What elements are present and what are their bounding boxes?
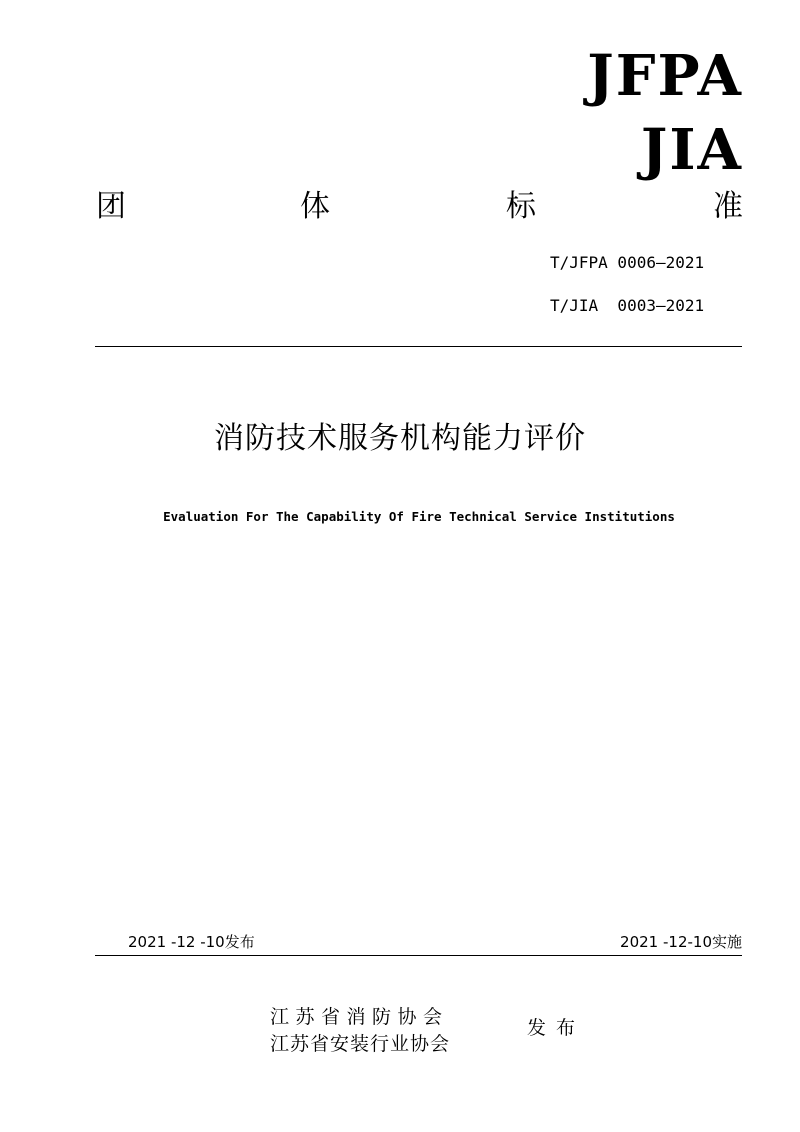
- document-title-zh: 消防技术服务机构能力评价: [214, 421, 586, 456]
- standard-code-jia: T/JIA 0003—2021: [550, 296, 705, 315]
- standard-type-char-2: 体: [300, 189, 330, 224]
- publish-date: 2021 -12 -10发布: [128, 933, 255, 951]
- standard-type-char-1: 团: [96, 189, 126, 224]
- bottom-divider: [95, 955, 742, 956]
- standard-type-char-3: 标: [506, 189, 536, 224]
- standard-code-jfpa: T/JFPA 0006—2021: [550, 253, 705, 272]
- jfpa-logo-text: JFPA: [587, 43, 743, 109]
- jia-logo-text: JIA: [640, 117, 743, 183]
- standard-type-char-4: 准: [713, 189, 743, 224]
- implement-date: 2021 -12-10实施: [620, 933, 742, 951]
- publish-label: 发布: [527, 1017, 586, 1039]
- publisher-1: 江苏省消防协会: [270, 1006, 449, 1028]
- document-title-en: Evaluation For The Capability Of Fire Technical Service Institutions: [163, 509, 675, 524]
- top-divider: [95, 346, 742, 347]
- publisher-2: 江苏省安装行业协会: [270, 1033, 451, 1055]
